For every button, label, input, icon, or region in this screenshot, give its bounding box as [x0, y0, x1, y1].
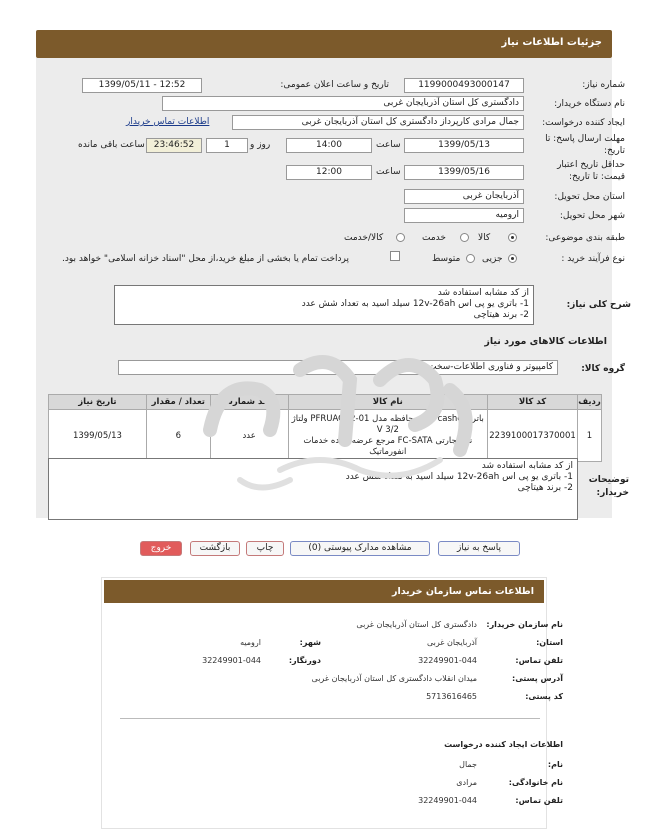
- announce-date-field: 1399/05/11 - 12:52: [82, 78, 202, 93]
- buyer-notes-line: 1- باتری یو پی اس 12v-26ah سیلد اسید به تعداد شش عدد: [345, 472, 573, 482]
- province-label: استان محل تحویل:: [554, 192, 625, 202]
- deadline-label: مهلت ارسال پاسخ: تا: [545, 134, 625, 144]
- column-header: تاریخ نیاز: [49, 395, 147, 410]
- column-header: ردیف: [578, 395, 602, 410]
- deadline-label-2: تاریخ:: [604, 146, 625, 156]
- remaining-time-field: 23:46:52: [146, 138, 202, 153]
- creator-phone-label: تلفن تماس:: [515, 796, 563, 805]
- contact-fax-label: دورنگار:: [288, 656, 321, 665]
- buyer-notes-label-2: خریدار:: [596, 488, 629, 498]
- contact-province-label: استان:: [536, 638, 563, 647]
- contact-address-label: آدرس پستی:: [512, 674, 563, 683]
- category-goods-radio[interactable]: [508, 233, 517, 242]
- category-label: طبقه بندی موضوعی:: [545, 233, 625, 243]
- min-valid-hour-label: ساعت: [376, 167, 401, 177]
- table-row: [49, 410, 602, 462]
- row-qty: 6: [146, 410, 210, 462]
- contact-divider: [120, 718, 540, 719]
- buyer-contact-link[interactable]: اطلاعات تماس خریدار: [126, 117, 210, 127]
- need-desc-label: شرح کلی نیاز:: [566, 300, 631, 310]
- deadline-hour-label: ساعت: [376, 140, 401, 150]
- day-label: روز و: [250, 140, 271, 150]
- print-button[interactable]: چاپ: [246, 541, 284, 556]
- reply-button[interactable]: پاسخ به نیاز: [438, 541, 520, 556]
- creator-first-name-label: نام:: [547, 760, 563, 769]
- contact-fax-value: 32249901-044: [202, 656, 261, 665]
- process-medium-radio[interactable]: [466, 254, 475, 263]
- contact-org-label: نام سازمان خریدار:: [486, 620, 563, 629]
- contact-province-value: آذربایجان غربی: [426, 638, 477, 647]
- need-desc-line: 2- برند هیتاچی: [473, 310, 529, 320]
- treasury-payment-checkbox[interactable]: [390, 251, 400, 261]
- remaining-label: ساعت باقی مانده: [78, 140, 145, 150]
- creator-last-name-value: مرادی: [456, 778, 477, 787]
- row-date: 1399/05/13: [49, 410, 147, 462]
- contact-city-value: ارومیه: [240, 638, 261, 647]
- need-desc-line: از کد مشابه استفاده شد: [437, 288, 529, 298]
- contact-postal-label: کد پستی:: [525, 692, 563, 701]
- buyer-notes-line: 2- برند هیتاچی: [517, 483, 573, 493]
- creator-last-name-label: نام خانوادگی:: [508, 778, 563, 787]
- creator-first-name-value: جمال: [459, 760, 477, 769]
- process-type-label: نوع فرآیند خرید :: [561, 254, 625, 264]
- announce-date-label: تاریخ و ساعت اعلان عمومی:: [280, 80, 389, 90]
- category-goods-service-label: کالا/خدمت: [344, 233, 384, 243]
- buyer-notes-label: توضیحات: [588, 475, 629, 485]
- goods-table: [48, 394, 602, 462]
- min-valid-hour-field: 12:00: [286, 165, 372, 180]
- contact-phone-value: 32249901-044: [418, 656, 477, 665]
- category-goods-label: کالا: [478, 233, 491, 243]
- need-desc-line: 1- باتری یو پی اس 12v-26ah سیلد اسید به تعداد شش عدد: [301, 299, 529, 309]
- city-label: شهر محل تحویل:: [559, 211, 625, 221]
- row-name: [288, 410, 487, 462]
- buyer-notes-box: [48, 458, 578, 520]
- contact-address-value: میدان انقلاب دادگستری کل استان آذربایجان غربی: [311, 674, 477, 683]
- min-valid-date-field: 1399/05/16: [404, 165, 524, 180]
- column-header: نام کالا: [288, 395, 487, 410]
- exit-button[interactable]: خروج: [140, 541, 182, 556]
- province-field: آذربایجان غربی: [404, 189, 524, 204]
- min-valid-label-2: قیمت: تا تاریخ:: [569, 172, 625, 182]
- creator-phone-value: 32249901-044: [418, 796, 477, 805]
- row-code: 2239100017370001: [488, 410, 578, 462]
- process-partial-radio[interactable]: [508, 254, 517, 263]
- goods-section-title: اطلاعات کالاهای مورد نیاز: [484, 336, 607, 347]
- buyer-notes-line: از کد مشابه استفاده شد: [481, 461, 573, 471]
- deadline-hour-field: 14:00: [286, 138, 372, 153]
- category-goods-service-radio[interactable]: [396, 233, 405, 242]
- goods-table-header: [49, 395, 602, 410]
- contact-city-label: شهر:: [299, 638, 321, 647]
- attachments-button[interactable]: مشاهده مدارک پیوستی (0): [290, 541, 430, 556]
- payment-note: پرداخت تمام یا بخشی از مبلغ خرید،از محل "اسناد خزانه اسلامی" خواهد بود.: [62, 254, 350, 264]
- column-header: تعداد / مقدار: [146, 395, 210, 410]
- city-field: ارومیه: [404, 208, 524, 223]
- need-desc-box: [114, 285, 534, 325]
- process-medium-label: متوسط: [432, 254, 461, 264]
- row-name-line: نام تجارتی FC-SATA مرجع عرضه کننده خدمات: [303, 435, 473, 446]
- column-header: کد کالا: [488, 395, 578, 410]
- contact-org-value: دادگستری کل استان آذربایجان غربی: [356, 620, 477, 629]
- row-unit: عدد: [210, 410, 288, 462]
- row-name-line: انفورماتیک: [369, 446, 407, 457]
- column-header: واحد شمارش: [210, 395, 288, 410]
- category-service-label: خدمت: [422, 233, 446, 243]
- buyer-org-label: نام دستگاه خریدار:: [554, 99, 625, 109]
- min-valid-label: حداقل تاریخ اعتبار: [557, 160, 625, 170]
- deadline-date-field: 1399/05/13: [404, 138, 524, 153]
- need-number-field: 1199000493000147: [404, 78, 524, 93]
- contact-card-title: اطلاعات تماس سازمان خریدار: [104, 580, 544, 603]
- contact-postal-value: 5713616465: [426, 692, 477, 701]
- back-button[interactable]: بازگشت: [190, 541, 240, 556]
- need-number-label: شماره نیاز:: [582, 80, 625, 90]
- page-title: جزئیات اطلاعات نیاز: [36, 30, 612, 58]
- buyer-org-field: دادگستری کل استان آذربایجان غربی: [162, 96, 524, 111]
- category-service-radio[interactable]: [460, 233, 469, 242]
- row-index: 1: [578, 410, 602, 462]
- goods-group-field: کامپیوتر و فناوری اطلاعات-سخت افزار: [118, 360, 558, 375]
- goods-group-label: گروه کالا:: [581, 364, 625, 374]
- row-name-line: باتری cashe کارت حافظه مدل PFRUAG02-01 ولتاژ V 3/2: [291, 413, 484, 435]
- days-field: 1: [206, 138, 248, 153]
- buyer-contact-card: [101, 577, 547, 829]
- process-partial-label: جزیی: [482, 254, 503, 264]
- requester-label: ایجاد کننده درخواست:: [542, 118, 625, 128]
- requester-field: جمال مرادی کارپرداز دادگستری کل استان آذربایجان غربی: [232, 115, 524, 130]
- creator-section-title: اطلاعات ایجاد کننده درخواست: [444, 740, 563, 749]
- contact-phone-label: تلفن تماس:: [515, 656, 563, 665]
